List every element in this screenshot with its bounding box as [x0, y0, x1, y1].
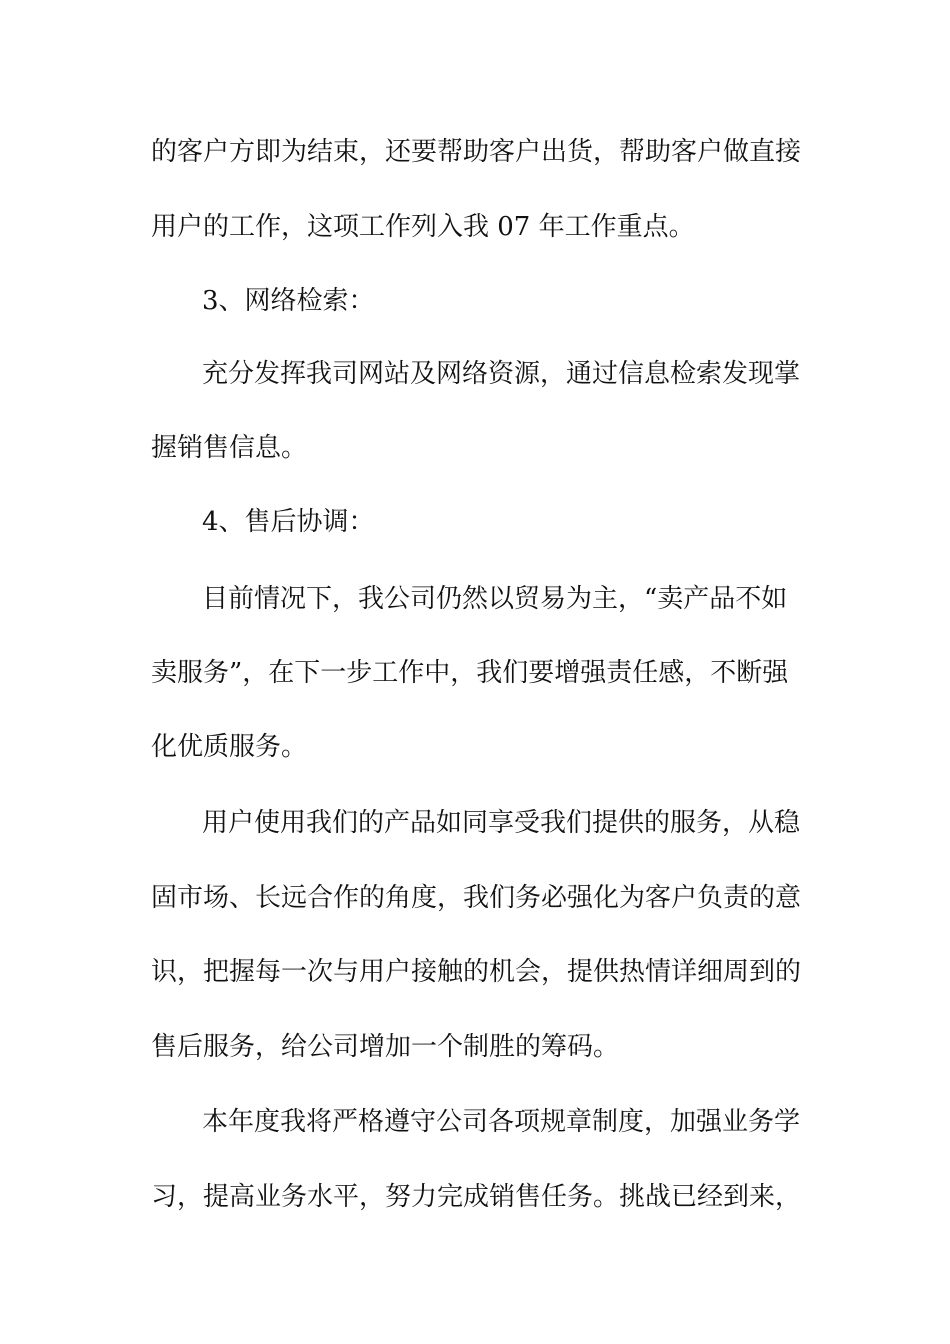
text-line: 充分发挥我司网站及网络资源，通过信息检索发现掌	[202, 359, 801, 389]
text-line: 握销售信息。	[151, 433, 308, 463]
text-line: 固市场、长远合作的角度，我们务必强化为客户负责的意	[151, 883, 802, 913]
text-line: 目前情况下，我公司仍然以贸易为主，“卖产品不如	[202, 584, 788, 614]
text-line: 本年度我将严格遵守公司各项规章制度，加强业务学	[202, 1107, 801, 1137]
text-line: 习，提高业务水平，努力完成销售任务。挑战已经到来，	[151, 1182, 802, 1212]
text-line: 的客户方即为结束，还要帮助客户出货，帮助客户做直接	[151, 137, 802, 167]
section-heading: 4、售后协调：	[202, 507, 375, 537]
text-line: 用户的工作，这项工作列入我 07 年工作重点。	[151, 212, 695, 242]
text-line: 用户使用我们的产品如同享受我们提供的服务，从稳	[202, 808, 801, 838]
text-line: 化优质服务。	[151, 732, 308, 762]
text-line: 识，把握每一次与用户接触的机会，提供热情详细周到的	[151, 957, 802, 987]
text-line: 售后服务，给公司增加一个制胜的筹码。	[151, 1032, 620, 1062]
text-line: 卖服务”，在下一步工作中，我们要增强责任感，不断强	[151, 658, 789, 688]
section-heading: 3、网络检索：	[202, 286, 375, 316]
